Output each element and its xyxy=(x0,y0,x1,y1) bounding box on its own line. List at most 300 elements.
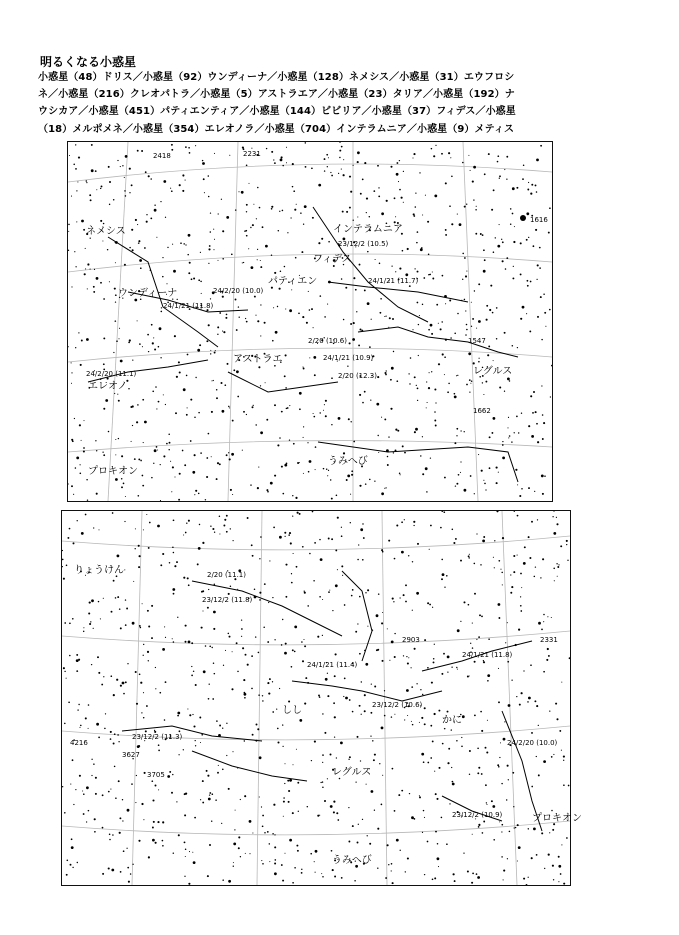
star xyxy=(188,272,190,274)
star xyxy=(419,172,420,173)
star xyxy=(170,461,171,462)
star xyxy=(144,772,146,774)
star xyxy=(98,672,100,674)
star xyxy=(256,218,257,219)
star xyxy=(283,816,284,817)
star xyxy=(201,734,203,736)
star xyxy=(270,482,273,485)
star xyxy=(503,870,505,872)
star xyxy=(520,610,522,612)
star xyxy=(176,561,178,563)
star xyxy=(283,801,285,803)
star xyxy=(407,715,408,716)
star xyxy=(173,641,175,643)
star xyxy=(185,641,187,643)
star xyxy=(212,698,214,700)
star xyxy=(130,873,132,875)
star xyxy=(468,604,470,606)
star xyxy=(378,187,379,188)
star xyxy=(250,227,251,228)
star xyxy=(241,191,244,194)
star xyxy=(76,654,78,656)
star xyxy=(119,328,120,329)
star xyxy=(435,402,436,403)
star xyxy=(120,685,122,687)
star xyxy=(337,569,338,570)
star xyxy=(282,210,284,212)
star xyxy=(430,725,432,727)
date-label: 24/2/20 (10.0) xyxy=(507,739,558,747)
star xyxy=(284,652,287,655)
star xyxy=(176,801,177,802)
star xyxy=(477,772,479,774)
star xyxy=(428,274,429,275)
star xyxy=(449,300,451,302)
star xyxy=(236,329,238,331)
star xyxy=(391,716,392,717)
star xyxy=(78,659,80,661)
star xyxy=(471,882,473,884)
star xyxy=(290,542,292,544)
star xyxy=(136,775,137,776)
star xyxy=(359,705,361,707)
star xyxy=(520,573,522,575)
star xyxy=(141,803,143,805)
star xyxy=(266,489,268,491)
star xyxy=(226,723,227,724)
star xyxy=(251,688,253,690)
star xyxy=(504,721,505,722)
star xyxy=(223,525,225,527)
star xyxy=(483,394,484,395)
star xyxy=(403,202,404,203)
star xyxy=(359,485,361,487)
star xyxy=(477,748,479,750)
star xyxy=(222,230,224,232)
star xyxy=(292,495,293,496)
star xyxy=(75,789,76,790)
star xyxy=(178,361,180,363)
star xyxy=(319,596,321,598)
star xyxy=(508,779,509,780)
star xyxy=(395,271,396,272)
star xyxy=(499,224,500,225)
star xyxy=(272,711,274,713)
star xyxy=(493,417,496,420)
star xyxy=(172,547,174,549)
star xyxy=(556,517,557,518)
star xyxy=(444,477,446,479)
star xyxy=(152,827,154,829)
star xyxy=(189,851,190,852)
star xyxy=(502,241,504,243)
star xyxy=(80,473,82,475)
star xyxy=(369,346,371,348)
star xyxy=(282,746,283,747)
grid-line xyxy=(62,821,570,835)
star xyxy=(68,250,69,251)
star xyxy=(124,521,125,522)
star xyxy=(269,560,270,561)
star xyxy=(81,220,84,223)
star xyxy=(320,295,322,297)
star xyxy=(522,178,524,180)
star xyxy=(388,864,389,865)
star xyxy=(502,260,504,262)
star xyxy=(541,629,543,631)
star xyxy=(410,667,411,668)
star xyxy=(440,328,442,330)
star xyxy=(288,801,290,803)
star xyxy=(210,231,212,233)
star xyxy=(208,698,210,700)
star xyxy=(350,522,351,523)
star xyxy=(255,636,256,637)
star xyxy=(121,478,123,480)
star xyxy=(209,245,211,247)
star xyxy=(226,755,227,756)
star xyxy=(282,165,283,166)
star xyxy=(416,683,417,684)
star xyxy=(291,573,292,574)
star xyxy=(488,345,490,347)
star xyxy=(431,371,432,372)
star xyxy=(421,717,423,719)
star xyxy=(464,257,466,259)
star xyxy=(404,519,405,520)
star xyxy=(242,647,244,649)
star xyxy=(78,332,79,333)
star xyxy=(460,461,461,462)
star xyxy=(396,173,399,176)
star xyxy=(317,636,319,638)
star xyxy=(100,618,101,619)
star xyxy=(75,347,76,348)
star xyxy=(77,520,78,521)
star xyxy=(328,470,329,471)
star xyxy=(285,643,287,645)
star xyxy=(426,491,428,493)
star xyxy=(510,574,511,575)
star xyxy=(64,812,66,814)
star xyxy=(519,704,521,706)
star xyxy=(195,145,196,146)
star xyxy=(336,495,338,497)
star xyxy=(450,157,451,158)
star xyxy=(298,811,299,812)
star xyxy=(453,873,455,875)
star xyxy=(536,279,537,280)
star xyxy=(289,405,290,406)
star xyxy=(260,260,261,261)
star xyxy=(493,189,495,191)
star xyxy=(82,790,83,791)
star xyxy=(86,479,87,480)
star xyxy=(500,569,501,570)
star xyxy=(441,153,443,155)
star xyxy=(348,807,349,808)
star xyxy=(386,370,387,371)
star xyxy=(125,155,128,158)
star xyxy=(194,494,195,495)
star xyxy=(235,209,236,210)
star xyxy=(380,298,382,300)
star xyxy=(331,175,333,177)
star xyxy=(201,627,203,629)
star xyxy=(305,142,307,144)
star xyxy=(129,192,130,193)
star xyxy=(371,790,374,793)
star xyxy=(382,612,383,613)
star xyxy=(132,405,134,407)
star xyxy=(489,309,491,311)
star xyxy=(192,471,195,474)
star xyxy=(273,307,274,308)
star xyxy=(335,584,338,587)
star xyxy=(295,257,297,259)
star xyxy=(454,333,456,335)
star xyxy=(538,725,539,726)
star xyxy=(548,854,550,856)
star xyxy=(191,675,193,677)
star xyxy=(322,876,324,878)
star xyxy=(155,785,157,787)
star xyxy=(461,737,462,738)
star xyxy=(534,491,535,492)
star-field xyxy=(62,511,570,885)
star xyxy=(69,622,71,624)
star xyxy=(155,386,157,388)
star xyxy=(125,599,126,600)
star xyxy=(263,626,265,628)
star xyxy=(174,335,176,337)
star xyxy=(184,814,186,816)
star xyxy=(262,695,263,696)
star xyxy=(98,601,99,602)
star xyxy=(163,455,165,457)
star xyxy=(515,469,517,471)
star xyxy=(118,780,120,782)
star xyxy=(324,732,326,734)
date-label: 2/20 (12.3) xyxy=(338,372,377,380)
star xyxy=(444,587,445,588)
star xyxy=(317,815,319,817)
star xyxy=(421,247,423,249)
star xyxy=(301,872,303,874)
star xyxy=(66,874,68,876)
star xyxy=(96,277,99,280)
star xyxy=(148,625,150,627)
star xyxy=(143,655,144,656)
star xyxy=(322,599,323,600)
star xyxy=(213,662,214,663)
star xyxy=(543,614,545,616)
star xyxy=(412,157,413,158)
star xyxy=(561,844,562,845)
star xyxy=(126,608,128,610)
star xyxy=(480,233,482,235)
star xyxy=(512,772,514,774)
star xyxy=(183,388,186,391)
star xyxy=(274,834,275,835)
star xyxy=(262,700,263,701)
star xyxy=(190,440,192,442)
star xyxy=(253,405,254,406)
star xyxy=(363,537,365,539)
star xyxy=(480,564,481,565)
star xyxy=(83,420,84,421)
star xyxy=(483,660,484,661)
star xyxy=(164,626,165,627)
star xyxy=(79,727,80,728)
star xyxy=(238,191,239,192)
star xyxy=(456,740,458,742)
star xyxy=(521,488,523,490)
star xyxy=(81,440,82,441)
star xyxy=(91,599,94,602)
star xyxy=(83,229,85,231)
star-number: 3705 xyxy=(147,771,165,779)
star xyxy=(444,374,445,375)
star xyxy=(515,827,516,828)
star xyxy=(185,146,187,148)
star xyxy=(432,740,434,742)
star xyxy=(231,253,233,255)
star xyxy=(189,714,191,716)
star xyxy=(387,456,389,458)
star xyxy=(466,271,467,272)
star xyxy=(105,713,106,714)
star xyxy=(146,514,147,515)
star xyxy=(364,391,366,393)
star xyxy=(560,545,562,547)
star xyxy=(388,540,390,542)
star xyxy=(330,172,331,173)
star xyxy=(496,467,498,469)
star xyxy=(125,496,126,497)
star xyxy=(501,856,503,858)
star xyxy=(185,849,187,851)
star xyxy=(86,182,87,183)
star xyxy=(359,596,361,598)
star xyxy=(101,185,103,187)
star xyxy=(323,410,324,411)
star xyxy=(527,701,529,703)
star xyxy=(402,250,404,252)
star xyxy=(137,404,139,406)
star xyxy=(127,663,128,664)
star xyxy=(536,756,537,757)
star xyxy=(513,806,514,807)
star xyxy=(561,682,562,683)
star xyxy=(208,196,210,198)
star xyxy=(87,288,88,289)
star xyxy=(71,838,73,840)
star xyxy=(510,208,512,210)
star xyxy=(247,517,249,519)
star xyxy=(211,411,213,413)
star xyxy=(236,642,238,644)
star xyxy=(527,285,529,287)
star xyxy=(550,396,551,397)
star xyxy=(418,355,419,356)
star xyxy=(327,166,328,167)
star xyxy=(103,408,105,410)
star xyxy=(351,474,353,476)
star xyxy=(201,293,202,294)
star xyxy=(88,612,90,614)
star xyxy=(237,396,239,398)
star xyxy=(507,858,508,859)
star xyxy=(424,707,426,709)
star xyxy=(457,669,458,670)
star xyxy=(153,337,154,338)
star xyxy=(206,457,208,459)
star xyxy=(507,427,508,428)
star xyxy=(384,488,385,489)
label-regulus: レグルス xyxy=(332,767,372,778)
star xyxy=(243,679,245,681)
star xyxy=(352,825,354,827)
star xyxy=(309,309,311,311)
label-interamnia: インテラムニア xyxy=(333,224,403,235)
star xyxy=(173,552,175,554)
star xyxy=(548,655,550,657)
star xyxy=(455,538,457,540)
star xyxy=(357,842,359,844)
star xyxy=(427,221,429,223)
star xyxy=(124,264,126,266)
star xyxy=(335,549,337,551)
star xyxy=(341,535,343,537)
star xyxy=(217,334,218,335)
star xyxy=(527,280,529,282)
star xyxy=(374,810,375,811)
star xyxy=(175,412,177,414)
star xyxy=(93,628,94,629)
star xyxy=(313,416,315,418)
star xyxy=(506,257,508,259)
star xyxy=(391,863,393,865)
star xyxy=(303,639,304,640)
star xyxy=(284,266,286,268)
star xyxy=(156,237,157,238)
star xyxy=(543,621,544,622)
star xyxy=(374,686,376,688)
star xyxy=(162,840,164,842)
star xyxy=(151,477,153,479)
star xyxy=(423,810,424,811)
star xyxy=(102,452,103,453)
star xyxy=(548,232,550,234)
star xyxy=(343,319,345,321)
star xyxy=(327,695,329,697)
star xyxy=(472,318,474,320)
star xyxy=(117,596,119,598)
star xyxy=(123,693,125,695)
star xyxy=(148,856,150,858)
star xyxy=(91,144,93,146)
star xyxy=(94,269,95,270)
star xyxy=(136,421,138,423)
star xyxy=(251,544,253,546)
star xyxy=(304,703,306,705)
star xyxy=(431,148,433,150)
label-hydra: うみへび xyxy=(328,456,368,467)
star xyxy=(422,694,423,695)
star xyxy=(539,247,541,249)
star xyxy=(209,645,211,647)
